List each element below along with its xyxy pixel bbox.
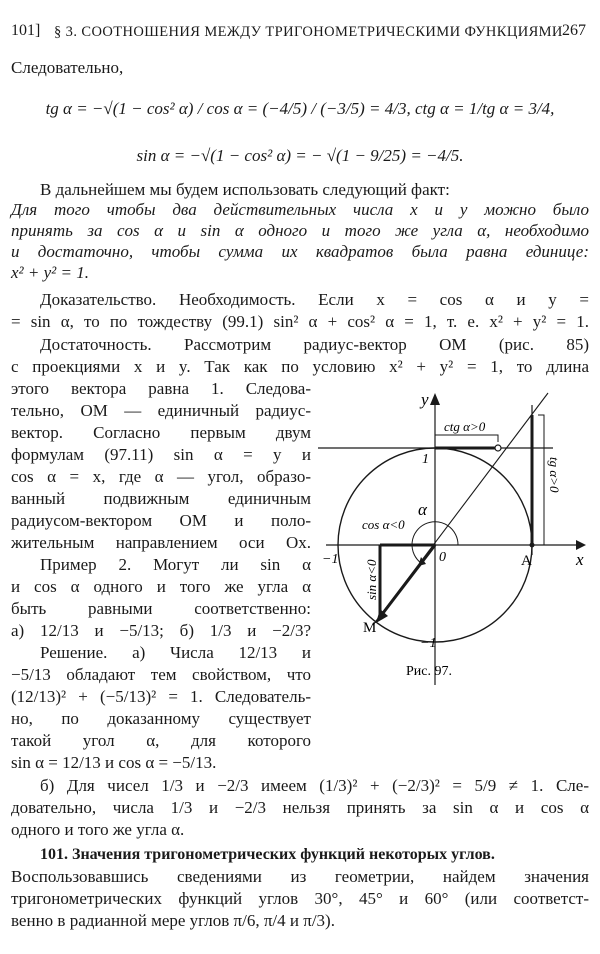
column-line: формулам (97.11) sin α = y и — [11, 445, 311, 464]
column-line: (12/13)² + (−5/13)² = 1. Следователь- — [11, 687, 311, 706]
section-line: тригонометрических функций углов 30°, 45° и 60° (или соответст- — [11, 889, 589, 908]
point-a — [530, 543, 535, 548]
column-line: cos α = x, где α — угол, образо- — [11, 467, 311, 486]
header-section-number: 101] — [11, 22, 41, 39]
figure-unit-circle — [318, 385, 593, 695]
column-line: радиусом-вектором OM и поло- — [11, 511, 311, 530]
proof-line: с проекциями x и y. Так как по условию x² + y² = 1, то длина — [11, 357, 589, 376]
column-line: а) 12/13 и −5/13; б) 1/3 и −2/3? — [11, 621, 311, 640]
formula-sin: sin α = −√(1 − cos² α) = − √(1 − 9/25) = −4/5. — [136, 146, 464, 165]
column-line: тельно, OM — единичный радиус- — [11, 401, 311, 420]
after-line: б) Для чисел 1/3 и −2/3 имеем (1/3)² + (−2/3)² = 5/9 ≠ 1. Сле- — [40, 776, 589, 795]
section-title: 101. Значения тригонометрических функций некоторых углов. — [40, 846, 495, 863]
ctg-bracket — [435, 435, 498, 442]
label-x: x — [576, 550, 584, 569]
after-line: довательно, числа 1/3 и −2/3 нельзя принять за sin α и cos α — [11, 798, 589, 817]
fact-line: и достаточно, чтобы сумма их квадратов была равна единице: — [11, 242, 589, 261]
page-number: 267 — [562, 22, 586, 39]
label-sin: sin α<0 — [364, 559, 379, 600]
column-line: и cos α одного и того же угла α — [11, 577, 311, 596]
header-title: § 3. СООТНОШЕНИЯ МЕЖДУ ТРИГОНОМЕТРИЧЕСКИМИ ФУНКЦИЯМИ — [54, 24, 563, 40]
after-line: одного и того же угла α. — [11, 820, 185, 839]
fact-line: принять за cos α и sin α одного и того же угла α, необходимо — [11, 221, 589, 240]
column-line: вектор. Согласно первым двум — [11, 423, 311, 442]
fact-line: x² + y² = 1. — [11, 263, 89, 282]
label-cos: cos α<0 — [362, 517, 405, 532]
column-line: ванный подвижным единичным — [11, 489, 311, 508]
label-m: M — [363, 620, 377, 636]
column-line: жительным направлением оси Ox. — [11, 533, 311, 552]
formula-tg-ctg: tg α = −√(1 − cos² α) / cos α = (−4/5) / (−3/5) = 4/3, ctg α = 1/tg α = 3/4, — [45, 99, 555, 118]
figure-caption: Рис. 97. — [406, 664, 452, 679]
column-line: но, по доказанному существует — [11, 709, 311, 728]
solution-line: Решение. а) Числа 12/13 и — [40, 643, 311, 662]
y-axis-arrow — [430, 393, 440, 405]
x-axis-arrow — [576, 540, 586, 550]
column-line: быть равными соответственно: — [11, 599, 311, 618]
label-alpha: α — [418, 500, 427, 519]
proof-line: Достаточность. Рассмотрим радиус-вектор OM (рис. 85) — [40, 335, 589, 354]
fact-line: Для того чтобы два действительных числа x и y можно было — [11, 200, 589, 219]
proof-line: = sin α, то по тождеству (99.1) sin² α + cos² α = 1, т. е. x² + y² = 1. — [11, 312, 589, 331]
proof-line: Доказательство. Необходимость. Если x = cos α и y = — [40, 290, 589, 309]
label-origin: 0 — [439, 550, 446, 565]
example-line: Пример 2. Могут ли sin α — [40, 555, 311, 574]
label-minus-one-bottom: −1 — [420, 636, 437, 651]
column-line: sin α = 12/13 и cos α = −5/13. — [11, 753, 217, 772]
label-one-top: 1 — [422, 452, 429, 467]
label-ctg: ctg α>0 — [444, 419, 486, 434]
column-line: этого вектора равна 1. Следова- — [11, 379, 311, 398]
section-line: венно в радианной мере углов π/6, π/4 и π/3). — [11, 911, 335, 930]
label-minus-one-left: −1 — [322, 552, 339, 567]
intro-line: Следовательно, — [11, 58, 124, 77]
column-line: −5/13 обладают тем свойством, что — [11, 665, 311, 684]
label-a: A — [521, 553, 532, 569]
fact-intro: В дальнейшем мы будем использовать следующий факт: — [40, 180, 450, 199]
vector-om — [380, 545, 435, 617]
label-y: y — [421, 390, 429, 409]
label-tg: tg α>0 — [547, 457, 562, 493]
intersection-point — [495, 445, 501, 451]
column-line: такой угол α, для которого — [11, 731, 311, 750]
section-line: Воспользовавшись сведениями из геометрии, найдем значения — [11, 867, 589, 886]
tg-bracket — [538, 415, 544, 545]
